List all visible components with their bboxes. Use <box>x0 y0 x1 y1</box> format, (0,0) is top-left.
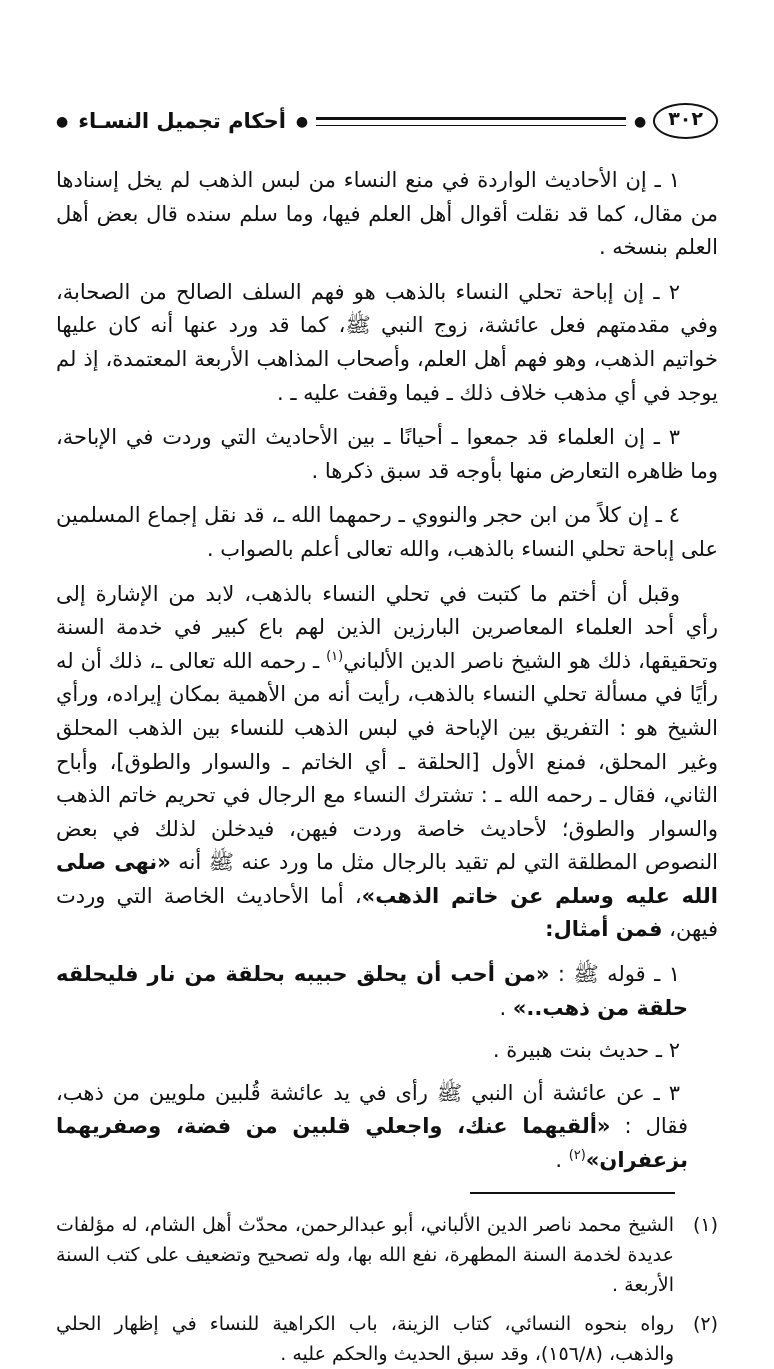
paragraph-3: ٣ ـ إن العلماء قد جمعوا ـ أحيانًا ـ بين الأحاديث التي وردت في الإباحة، وما ظاهره التعارض منها بأوجه قد سبق ذكرها . <box>56 425 718 483</box>
bullet-icon: ● <box>295 114 309 130</box>
footnote-text: الشيخ محمد ناصر الدين الألباني، أبو عبدالرحمن، محدّث أهل الشام، له مؤلفات عديدة لخدمة السنة المطهرة، نفع الله بها، وله تصحيح وتضعيف على كتب السنة الأربعة . <box>56 1213 674 1296</box>
footnote-1 <box>56 1210 718 1300</box>
footnotes-section <box>56 1210 718 1369</box>
footnote-2 <box>56 1309 718 1369</box>
page-body <box>56 164 718 1178</box>
header-rule <box>316 117 626 126</box>
paragraph-4: ٤ ـ إن كلاً من ابن حجر والنووي ـ رحمهما الله ـ، قد نقل إجماع المسلمين على إباحة تحلي النساء بالذهب، والله تعالى أعلم بالصواب . <box>56 503 718 561</box>
book-title: أحكام تجميل النسـاء <box>78 109 286 133</box>
bullet-icon: ● <box>56 114 69 130</box>
bullet-icon: ● <box>633 114 647 130</box>
footnote-marker: (١) <box>692 1213 718 1236</box>
paragraph-2: ٢ ـ إن إباحة تحلي النساء بالذهب هو فهم السلف الصالح من الصحابة، وفي مقدمتهم فعل عائشة، زوج النبي ﷺ، كما قد ورد عنها أنه كان عليها خواتيم الذهب، وهو فهم أهل العلم، وأصحاب المذاهب الأربعة المعتمدة، إذ لم يوجد في أي مذهب خلاف ذلك ـ فيما وقفت عليه ـ . <box>56 279 718 405</box>
hadith-list-item-2: ٢ ـ حديث بنت هبيرة . <box>492 1038 680 1063</box>
paragraph-1: ١ ـ إن الأحاديث الواردة في منع النساء من لبس الذهب لم يخل إسنادها من مقال، كما قد نقلت أقوال أهل العلم فيها، وما سلم سنده قال بعض أهل العلم بنسخه . <box>56 168 718 260</box>
footnote-marker: (٢) <box>692 1312 718 1335</box>
paragraph-conclusion: وقبل أن أختم ما كتبت في تحلي النساء بالذهب، لابد من الإشارة إلى رأي أحد العلماء المعاصرين البارزين الذين لهم باع كبير في خدمة السنة وتحقيقها، ذلك هو الشيخ ناصر الدين الألباني$^{(١)}$ ـ رحمه الله تعالى ـ، ذلك أن له رأيًا في مسألة تحلي النساء بالذهب، رأيت أنه من الأهمية بمكان إيراده، ورأي الشيخ هو : التفريق بين الإباحة في لبس الذهب للنساء بين الذهب المحلق وغير المحلق، فمنع الأول [الحلقة ـ أي الخاتم ـ والسوار والطوق]، وأباح الثاني، فقال ـ رحمه الله ـ : تشترك النساء مع الرجال في تحريم خاتم الذهب والسوار والطوق؛ لأحاديث خاصة وردت فيهن، فيدخلن لذلك في بعض النصوص المطلقة التي لم تقيد بالرجال مثل ما ورد عنه ﷺ أنه «نهى صلى الله عليه وسلم عن خاتم الذهب»، أما الأحاديث الخاصة التي وردت فيهن، فمن أمثال: <box>56 581 718 942</box>
footnote-text: رواه بنحوه النسائي، كتاب الزينة، باب الكراهية للنساء في إظهار الحلي والذهب، (١٥٦/٨)، وقد سبق الحديث والحكم عليه . <box>56 1312 674 1365</box>
page-number-badge <box>653 103 718 139</box>
hadith-list-item-1: ١ ـ قوله ﷺ : «من أحب أن يحلق حبيبه بحلقة من نار فليحلقه حلقة من ذهب..» . <box>56 962 688 1020</box>
footnote-divider <box>470 1192 675 1194</box>
hadith-list-item-3: ٣ ـ عن عائشة أن النبي ﷺ رأى في يد عائشة قُلبين ملويين من ذهب، فقال : «ألقيهما عنك، واجعلي قلبين من فضة، وصفريهما بزعفران»$^{(٢)}$ . <box>56 1080 688 1173</box>
page-number: ٣٠٢ <box>668 108 703 131</box>
page-header <box>56 100 718 142</box>
header-title-group <box>56 109 308 133</box>
